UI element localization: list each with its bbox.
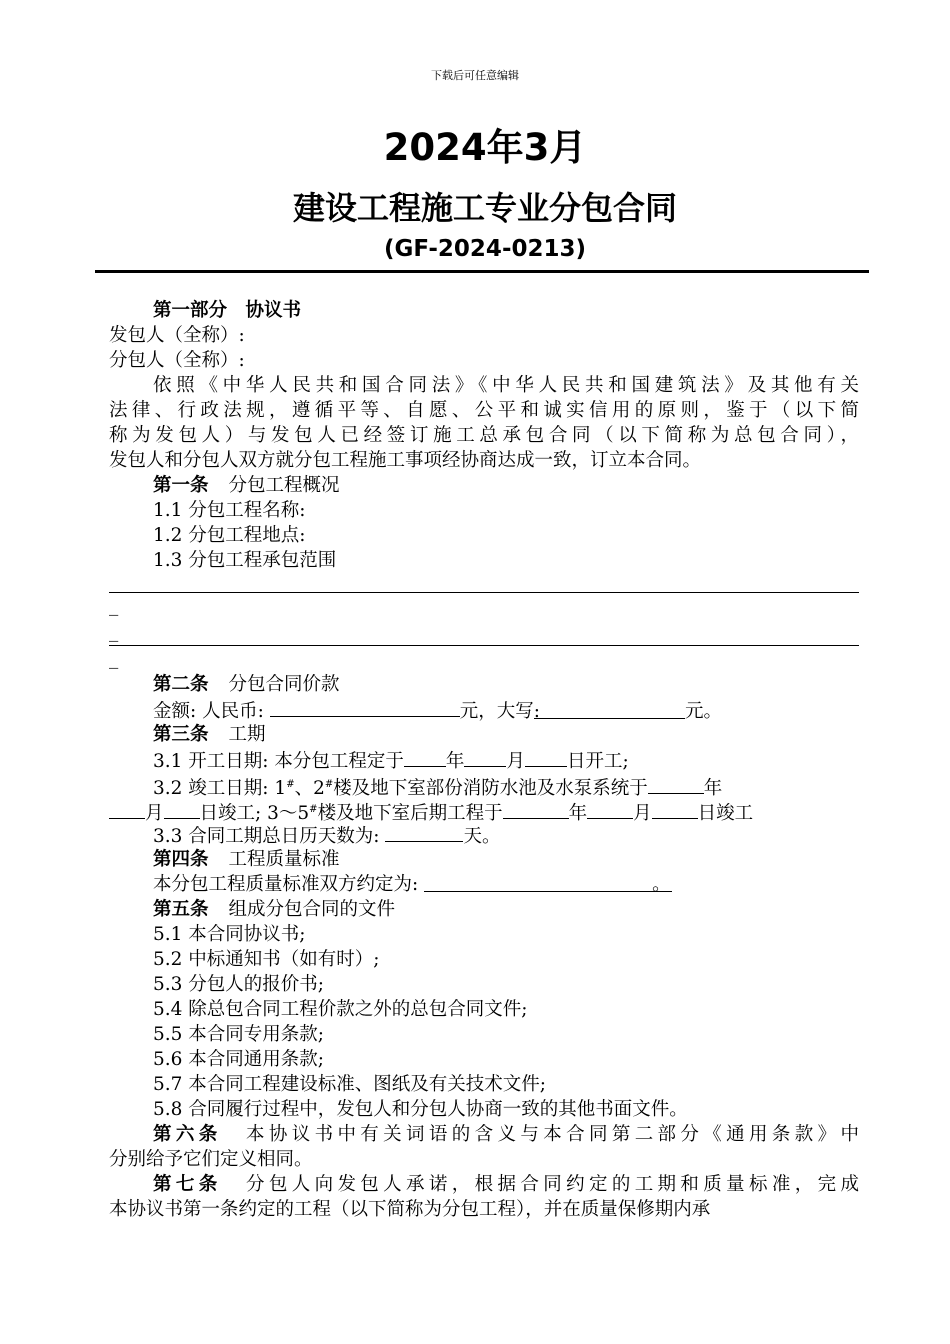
- article-5-item: 5.8 合同履行过程中，发包人和分包人协商一致的其他书面文件。: [153, 1099, 688, 1120]
- article-1-item: 1.3 分包工程承包范围: [153, 550, 337, 571]
- preamble-line-2: 法律、行政法规，遵循平等、自愿、公平和诚实信用的原则，鉴于（以下简: [109, 400, 859, 421]
- article-5-item: 5.7 本合同工程建设标准、图纸及有关技术文件;: [153, 1074, 547, 1095]
- finish-date-line-1: 3.2 竣工日期: 1#、2#楼及地下室部份消防水池及水泵系统于 年: [109, 772, 859, 797]
- scope-underscore: _: [109, 595, 119, 616]
- article-5-title: 组成分包合同的文件: [228, 899, 396, 920]
- contract-code: (GF-2024-0213): [383, 236, 587, 262]
- title-date: 2024年3月: [383, 126, 587, 169]
- scope-underscore: _: [109, 648, 119, 669]
- start-date-line: 3.1 开工日期: 本分包工程定于 年 月 日开工;: [109, 747, 859, 772]
- finish-date-line-2: 月 日竣工; 3～5#楼及地下室后期工程于 年 月 日竣工: [109, 797, 859, 822]
- title-rule: [95, 270, 869, 273]
- scope-underscore: _: [109, 621, 119, 642]
- contract-title: 建设工程施工专业分包合同: [292, 189, 677, 227]
- article-7-label: 第七条: [153, 1174, 222, 1195]
- article-6-label: 第六条: [153, 1124, 222, 1145]
- article-1-label: 第一条: [153, 475, 209, 496]
- article-2-label: 第二条: [153, 674, 209, 695]
- article-4-label: 第四条: [153, 849, 209, 870]
- duration-line: 3.3 合同工期总日历天数为: 天。: [109, 822, 859, 847]
- article-1-item: 1.2 分包工程地点:: [153, 525, 306, 546]
- header-note: 下载后可任意编辑: [431, 69, 519, 82]
- price-words-blank: :: [534, 699, 685, 719]
- article-5-item: 5.2 中标通知书（如有时）;: [153, 949, 380, 970]
- preamble-line-1: 依照《中华人民共和国合同法》《中华人民共和国建筑法》及其他有关: [153, 375, 859, 396]
- price-blank: [270, 697, 460, 717]
- article-5-item: 5.6 本合同通用条款;: [153, 1049, 325, 1070]
- article-1-title: 分包工程概况: [228, 475, 340, 496]
- article-5-heading: [109, 897, 859, 922]
- article-6-line-2: 分别给予它们定义相同。: [109, 1149, 313, 1170]
- article-4-title: 工程质量标准: [228, 849, 340, 870]
- article-5-label: 第五条: [153, 899, 209, 920]
- price-line: 金额: 人民币: 元，大写: 元。: [109, 697, 859, 722]
- article-7-line-1: 第七条 分包人向发包人承诺，根据合同约定的工期和质量标准，完成: [153, 1174, 859, 1195]
- article-2-heading: [109, 672, 859, 697]
- quality-line: 本分包工程质量标准双方约定为: 。: [153, 874, 671, 895]
- article-7-line-2: 本协议书第一条约定的工程（以下简称为分包工程），并在质量保修期内承: [109, 1199, 711, 1220]
- contract-body: [109, 298, 859, 1222]
- article-5-item: 5.4 除总包合同工程价款之外的总包合同文件;: [153, 999, 528, 1020]
- article-3-heading: [109, 722, 859, 747]
- employer-line: 发包人（全称）:: [109, 325, 245, 346]
- article-1-heading: [109, 473, 859, 498]
- preamble-line-4: 发包人和分包人双方就分包工程施工事项经协商达成一致，订立本合同。: [109, 450, 702, 471]
- article-5-item: 5.1 本合同协议书;: [153, 924, 306, 945]
- part1-heading: 第一部分 协议书: [153, 300, 302, 321]
- article-4-heading: [109, 847, 859, 872]
- preamble-line-3: 称为发包人）与发包人已经签订施工总承包合同（以下简称为总包合同），: [109, 425, 859, 446]
- article-2-title: 分包合同价款: [228, 674, 340, 695]
- article-5-item: 5.3 分包人的报价书;: [153, 974, 325, 995]
- article-3-title: 工期: [228, 724, 266, 745]
- article-5-item: 5.5 本合同专用条款;: [153, 1024, 325, 1045]
- subcontractor-line: 分包人（全称）:: [109, 350, 245, 371]
- article-1-item: 1.1 分包工程名称:: [153, 500, 306, 521]
- article-3-label: 第三条: [153, 724, 209, 745]
- article-6-line-1: 第六条 本协议书中有关词语的含义与本合同第二部分《通用条款》中: [153, 1124, 859, 1145]
